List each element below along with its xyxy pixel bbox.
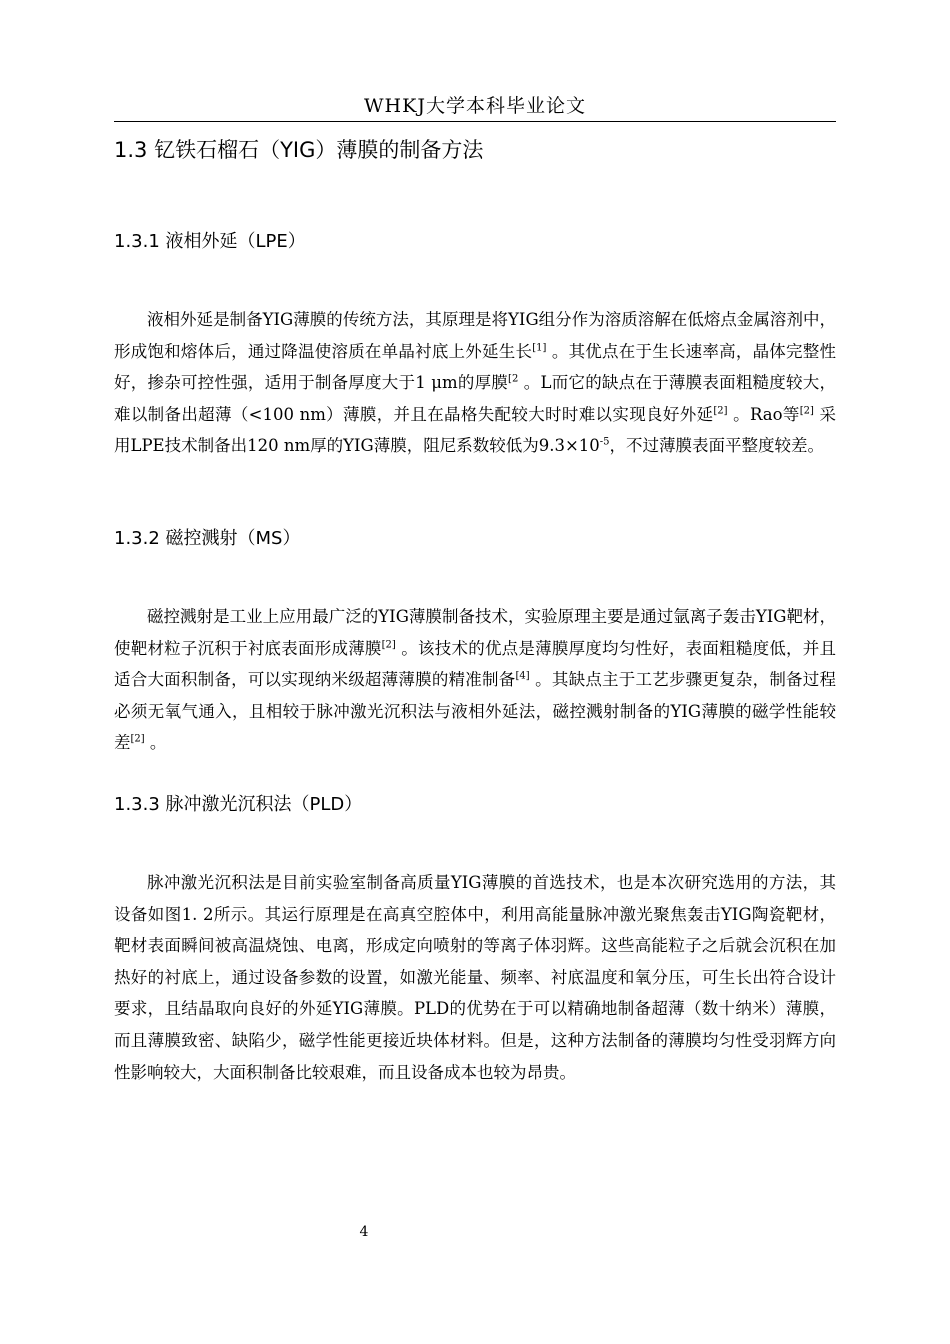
header-rule [114,121,836,122]
paragraph-ms: 磁控溅射是工业上应用最广泛的YIG薄膜制备技术，实验原理主要是通过氩离子轰击YIG靶材，使靶材粒子沉积于衬底表面形成薄膜[2] 。该技术的优点是薄膜厚度均匀性好，表面粗糙度低，并且适合大面积制备，可以实现纳米级超薄薄膜的精准制备[4] 。其缺点主于工艺步骤更复杂，制备过程必须无氧气通入，且相较于脉冲激光沉积法与液相外延法，磁控溅射制备的YIG薄膜的磁学性能较差[2] 。 [114,607,837,753]
page-number: 4 [359,1224,369,1240]
page-header: WHKJ大学本科毕业论文 [364,95,586,117]
section-title: 1.3 钇铁石榴石（YIG）薄膜的制备方法 [114,138,484,162]
subsection-title-ms: 1.3.2 磁控溅射（MS） [114,528,301,549]
paragraph-pld: 脉冲激光沉积法是目前实验室制备高质量YIG薄膜的首选技术，也是本次研究选用的方法，其设备如图1. 2所示。其运行原理是在高真空腔体中，利用高能量脉冲激光聚焦轰击YIG陶瓷靶材，靶材表面瞬间被高温烧蚀、电离，形成定向喷射的等离子体羽辉。这些高能粒子之后就会沉积在加热好的衬底上，通过设备参数的设置，如激光能量、频率、衬底温度和氧分压，可生长出符合设计要求，且结晶取向良好的外延YIG薄膜。PLD的优势在于可以精确地制备超薄（数十纳米）薄膜，而且薄膜致密、缺陷少，磁学性能更接近块体材料。但是，这种方法制备的薄膜均匀性受羽辉方向性影响较大，大面积制备比较艰难，而且设备成本也较为昂贵。 [114,873,836,1082]
subsection-title-lpe: 1.3.1 液相外延（LPE） [114,231,306,252]
subsection-title-pld: 1.3.3 脉冲激光沉积法（PLD） [114,794,363,815]
paragraph-lpe: 液相外延是制备YIG薄膜的传统方法，其原理是将YIG组分作为溶质溶解在低熔点金属溶剂中，形成饱和熔体后，通过降温使溶质在单晶衬底上外延生长[1] 。其优点在于生长速率高，晶体完整性好，掺杂可控性强，适用于制备厚度大于1 μm的厚膜$^{[2}$ 。L而它的缺点在于薄膜表面粗糙度较大，难以制备出超薄（<100 nm）薄膜，并且在晶格失配较大时时难以实现良好外延[2] 。Rao等[2] 采用LPE技术制备出120 nm厚的YIG薄膜，阻尼系数较低为$9.3\times 10^{-5}$，不过薄膜表面平整度较差。 [114,310,837,456]
